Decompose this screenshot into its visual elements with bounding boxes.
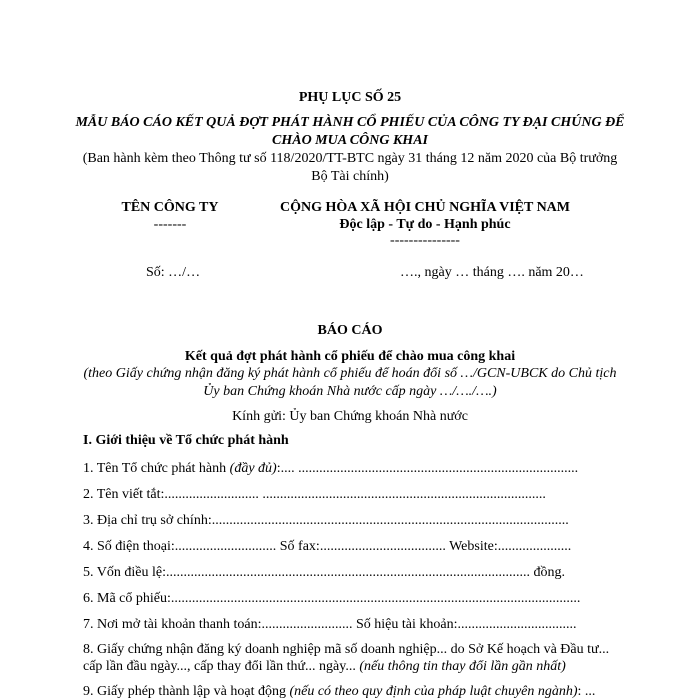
document-date: …., ngày … tháng …. năm 20…: [400, 265, 584, 280]
item-3: 3. Địa chỉ trụ sở chính:......................................................................................................: [83, 513, 569, 528]
item-8-note: (nếu thông tin thay đổi lần gần nhất): [359, 659, 566, 674]
item-1: [83, 461, 578, 477]
item-8-line1: 8. Giấy chứng nhận đăng ký doanh nghiệp mã số doanh nghiệp... do Sở Kế hoạch và Đầu tư...: [83, 642, 610, 657]
company-name: TÊN CÔNG TY: [121, 200, 219, 215]
item-6: 6. Mã cổ phiếu:.....................................................................................................................: [83, 591, 581, 606]
form-title-line1: MẪU BÁO CÁO KẾT QUẢ ĐỢT PHÁT HÀNH CỔ PHIẾU CỦA CÔNG TY ĐẠI CHÚNG ĐỂ: [75, 115, 625, 130]
item-9: [83, 684, 595, 700]
item-7: 7. Nơi mở tài khoản thanh toán:.......................... Số hiệu tài khoản:..................................: [83, 617, 577, 632]
report-basis-line2: Ủy ban Chứng khoán Nhà nước cấp ngày …/…./….): [203, 384, 497, 399]
item-8-text: cấp lần đầu ngày..., cấp thay đổi lần thứ... ngày...: [83, 659, 360, 674]
report-basis-line1: (theo Giấy chứng nhận đăng ký phát hành cổ phiếu để hoán đổi số …/GCN-UBCK do Chủ tịch: [83, 366, 617, 381]
item-9-label: 9. Giấy phép thành lập và hoạt động: [83, 684, 290, 699]
item-5: 5. Vốn điều lệ:........................................................................................................ đồng.: [83, 565, 565, 580]
item-8-line2: [83, 659, 566, 675]
company-dashes: -------: [153, 217, 187, 232]
document-number: Số: …/…: [146, 265, 201, 280]
section1-heading: I. Giới thiệu về Tổ chức phát hành: [83, 433, 289, 448]
report-title: BÁO CÁO: [317, 323, 383, 338]
nation-title: CỘNG HÒA XÃ HỘI CHỦ NGHĨA VIỆT NAM: [279, 200, 570, 215]
motto: Độc lập - Tự do - Hạnh phúc: [339, 217, 511, 232]
item-9-dots: : ...: [577, 684, 596, 699]
issued-line2: Bộ Tài chính): [311, 169, 389, 184]
item-9-note: (nếu có theo quy định của pháp luật chuyên ngành): [289, 684, 578, 699]
report-subtitle: Kết quả đợt phát hành cổ phiếu để chào mua công khai: [184, 349, 516, 364]
motto-dashes: ---------------: [390, 233, 460, 248]
item-1-dots: :.... ................................................................................: [276, 461, 579, 476]
item-4: 4. Số điện thoại:............................. Số fax:.................................... Website:.....................: [83, 539, 572, 554]
issued-line1: (Ban hành kèm theo Thông tư số 118/2020/TT-BTC ngày 31 tháng 12 năm 2020 của Bộ trưởng: [82, 151, 618, 166]
recipient: Kính gửi: Ủy ban Chứng khoán Nhà nước: [232, 409, 468, 424]
item-1-note: (đầy đủ): [229, 461, 277, 476]
form-title-line2: CHÀO MUA CÔNG KHAI: [272, 133, 428, 148]
item-2: 2. Tên viết tắt:........................... .................................................................................: [83, 487, 546, 502]
item-1-label: 1. Tên Tổ chức phát hành: [83, 461, 230, 476]
appendix-title: PHỤ LỤC SỐ 25: [298, 90, 402, 105]
